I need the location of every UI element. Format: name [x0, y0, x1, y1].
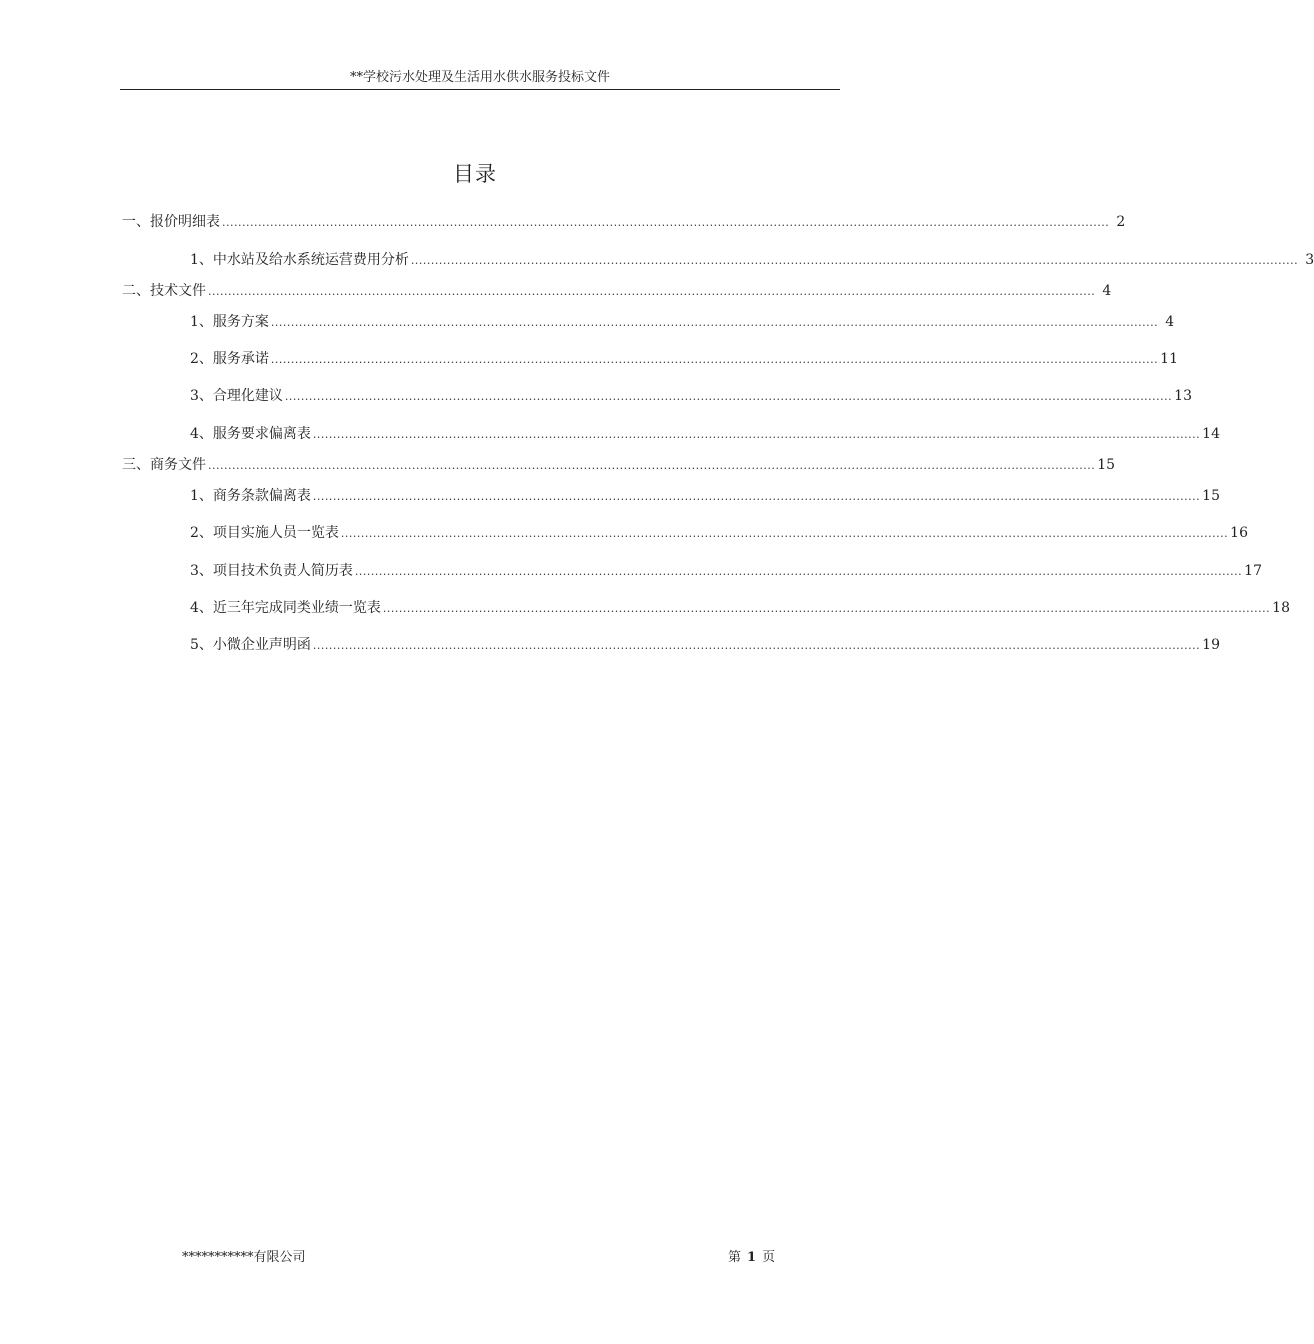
toc-entry-label: 3、项目技术负责人简历表: [190, 563, 353, 579]
toc-entry-label: 三、商务文件: [122, 457, 206, 473]
toc-entry-1-1[interactable]: [190, 250, 1314, 271]
toc-entry-page: 2: [1116, 214, 1126, 230]
toc-entry-3-4[interactable]: [190, 598, 1290, 619]
toc-entry-page: 19: [1202, 637, 1220, 653]
footer-company: ***********有限公司: [182, 1250, 306, 1265]
toc-entry-page: 13: [1174, 388, 1192, 404]
toc-entry-page: 11: [1160, 351, 1178, 367]
toc-leader-dots: ..............................................................................................................................................................................................................................: [340, 527, 1229, 540]
toc-entry-page: 4: [1102, 283, 1112, 299]
toc-entry-label: 1、商务条款偏离表: [190, 488, 311, 504]
toc-entry-label: 1、服务方案: [190, 314, 269, 330]
toc-leader-dots: ..............................................................................................................................................................................................................................: [222, 216, 1110, 229]
toc-entry-label: 1、中水站及给水系统运营费用分析: [190, 252, 409, 268]
toc-entry-page: 15: [1097, 457, 1116, 473]
toc-entry-label: 一、报价明细表: [122, 214, 220, 230]
toc-leader-dots: ..............................................................................................................................................................................................................................: [270, 316, 1159, 329]
toc-entry-3-5[interactable]: [190, 635, 1220, 656]
toc-entry-2-1[interactable]: [190, 312, 1175, 333]
header-title: **学校污水处理及生活用水供水服务投标文件: [349, 70, 610, 85]
toc-leader-dots: ..............................................................................................................................................................................................................................: [312, 490, 1201, 503]
footer-page-prefix: 第: [728, 1250, 742, 1265]
toc-entry-3-1[interactable]: [190, 486, 1220, 507]
toc-entry-page: 15: [1202, 488, 1220, 504]
toc-entry-2-2[interactable]: [190, 349, 1178, 370]
toc-leader-dots: ..............................................................................................................................................................................................................................: [270, 353, 1159, 366]
toc-leader-dots: ..............................................................................................................................................................................................................................: [410, 254, 1299, 267]
toc-leader-dots: ..............................................................................................................................................................................................................................: [208, 459, 1096, 472]
toc-entry-page: 4: [1165, 314, 1175, 330]
toc-entry-label: 4、近三年完成同类业绩一览表: [190, 600, 381, 616]
toc-entry-page: 3: [1305, 252, 1314, 268]
toc-entry-label: 2、项目实施人员一览表: [190, 525, 339, 541]
toc-leader-dots: ..............................................................................................................................................................................................................................: [382, 602, 1271, 615]
toc-title: 目录: [453, 162, 497, 186]
toc-entry-2-4[interactable]: [190, 424, 1220, 445]
toc-leader-dots: ..............................................................................................................................................................................................................................: [208, 285, 1096, 298]
toc-leader-dots: ..............................................................................................................................................................................................................................: [312, 428, 1201, 441]
toc-entry-2-3[interactable]: [190, 386, 1192, 407]
toc-entry-label: 2、服务承诺: [190, 351, 269, 367]
toc-entry-section-3[interactable]: [122, 455, 1116, 476]
footer-page-suffix: 页: [762, 1250, 776, 1265]
toc-entry-page: 14: [1202, 426, 1220, 442]
toc-entry-page: 18: [1272, 600, 1290, 616]
toc-entry-section-2[interactable]: [122, 281, 1112, 302]
toc-entry-label: 5、小微企业声明函: [190, 637, 311, 653]
footer-page-value: 1: [747, 1250, 757, 1265]
page-header: [120, 68, 840, 90]
toc-leader-dots: ..............................................................................................................................................................................................................................: [312, 639, 1201, 652]
toc-entry-label: 二、技术文件: [122, 283, 206, 299]
toc-entry-label: 3、合理化建议: [190, 388, 283, 404]
toc-entry-page: 16: [1230, 525, 1248, 541]
toc-entry-3-2[interactable]: [190, 523, 1248, 544]
toc-leader-dots: ..............................................................................................................................................................................................................................: [354, 565, 1243, 578]
footer-page-number: [728, 1248, 775, 1268]
toc-entry-page: 17: [1244, 563, 1262, 579]
toc-entry-label: 4、服务要求偏离表: [190, 426, 311, 442]
toc-leader-dots: ..............................................................................................................................................................................................................................: [284, 390, 1173, 403]
toc-entry-section-1[interactable]: [122, 212, 1126, 233]
toc-entry-3-3[interactable]: [190, 561, 1262, 582]
